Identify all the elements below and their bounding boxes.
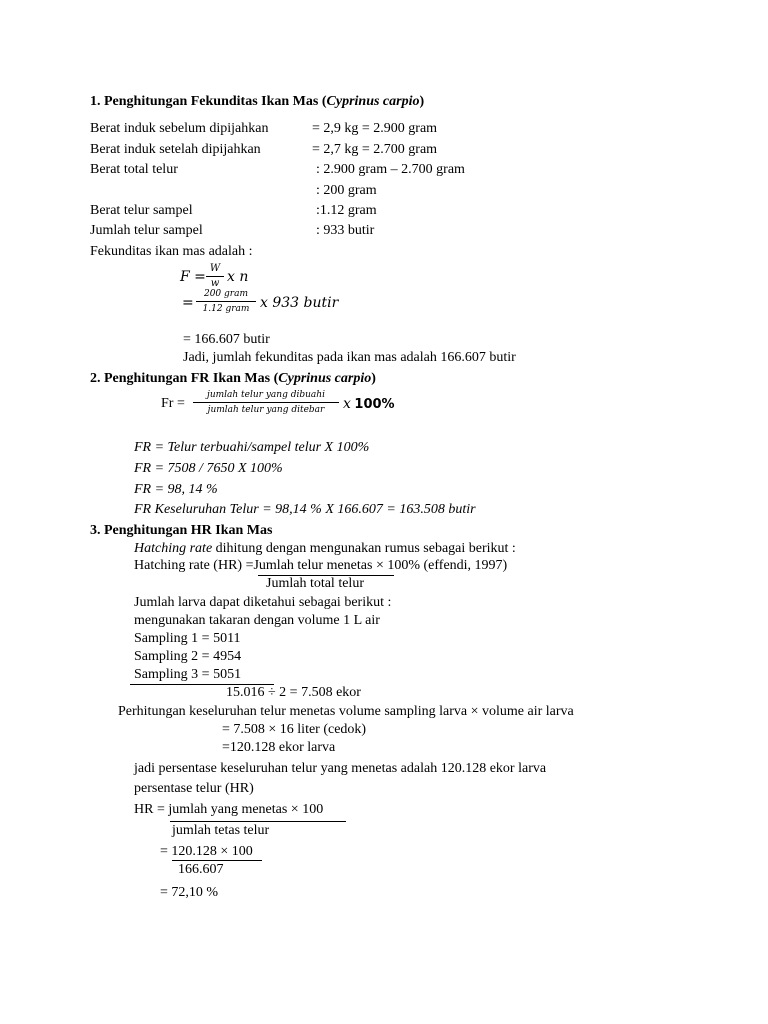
sampling-item: Sampling 2 = 4954 [134,649,242,664]
calc-line-2: =120.128 ekor larva [222,740,336,755]
formula-f-den: w [210,278,220,289]
sampling-average: 15.016 ÷ 2 = 7.508 ekor [226,685,361,700]
hr-final: = 72,10 % [160,885,219,900]
row-value: : 2.900 gram – 2.700 gram [316,162,465,177]
formula-fr-fraction [193,389,339,416]
jadi-text: jadi persentase keseluruhan telur yang menetas adalah 120.128 ekor larva [134,761,547,776]
fr-line: FR Keseluruhan Telur = 98,14 % X 166.607 = 163.508 butir [134,502,476,517]
formula-fr-den: jumlah telur yang ditebar [207,405,325,415]
hr-formula-den: Jumlah total telur [266,576,364,591]
sampling-item: Sampling 3 = 5051 [134,667,242,682]
larva-intro: Jumlah larva dapat diketahui sebagai berikut : [134,595,392,610]
fekunditas-conclusion: Jadi, jumlah fekunditas pada ikan mas adalah 166.607 butir [183,350,516,365]
row-label: Berat induk sebelum dipijahkan [90,121,269,136]
sampling-item: Sampling 1 = 5011 [134,631,241,646]
row-value: = 2,9 kg = 2.900 gram [312,121,438,136]
fr-line: FR = Telur terbuahi/sampel telur X 100% [134,440,370,455]
section-2-title: 2. Penghitungan FR Ikan Mas (Cyprinus carpio) [90,371,376,386]
formula-f-fraction [206,263,224,290]
row-label: Berat induk setelah dipijahkan [90,142,261,157]
row-value: : 933 butir [316,223,375,238]
row-value: : 200 gram [316,183,377,198]
hr3-formula: = 120.128 × 100 [160,844,253,859]
fr-line: FR = 7508 / 7650 X 100% [134,461,283,476]
formula-2-num: 200 gram [203,289,248,299]
formula-2-fraction [196,288,256,315]
persentase-text: persentase telur (HR) [134,781,254,796]
formula-f-num: W [209,263,221,274]
perhitungan-text: Perhitungan keseluruhan telur menetas volume sampling larva × volume air larva [118,704,574,719]
row-value: = 2,7 kg = 2.700 gram [312,142,438,157]
fekunditas-intro: Fekunditas ikan mas adalah : [90,244,253,259]
calc-line-1: = 7.508 × 16 liter (cedok) [222,722,367,737]
hr2-formula: HR = jumlah yang menetas × 100 [134,802,324,817]
fekunditas-result: = 166.607 butir [183,332,270,347]
formula-fr-num: jumlah telur yang dibuahi [207,390,325,400]
hr2-formula-den: jumlah tetas telur [172,823,270,838]
section-3-title: 3. Penghitungan HR Ikan Mas [90,523,273,538]
formula-2-prefix: = [182,295,194,311]
section-1-title: 1. Penghitungan Fekunditas Ikan Mas (Cyprinus carpio) [90,94,425,109]
formula-fr-lhs: Fr = [161,396,185,411]
row-label: Berat telur sampel [90,203,193,218]
row-value: :1.12 gram [316,203,377,218]
fr-line: FR = 98, 14 % [134,482,218,497]
formula-f-lhs: F = [180,269,206,285]
hr-formula: Hatching rate (HR) =Jumlah telur menetas × 100% (effendi, 1997) [134,558,508,573]
row-label: Jumlah telur sampel [90,223,203,238]
hr-intro: Hatching rate dihitung dengan mengunakan rumus sebagai berikut : [134,541,516,556]
hr3-formula-den: 166.607 [178,862,224,877]
formula-fr-rhs: x 100% [343,396,395,412]
formula-2-den: 1.12 gram [202,304,250,314]
formula-f-rhs: x n [227,269,249,285]
row-label: Berat total telur [90,162,178,177]
takaran-text: mengunakan takaran dengan volume 1 L air [134,613,380,628]
formula-2-rhs: x 933 butir [260,295,339,311]
